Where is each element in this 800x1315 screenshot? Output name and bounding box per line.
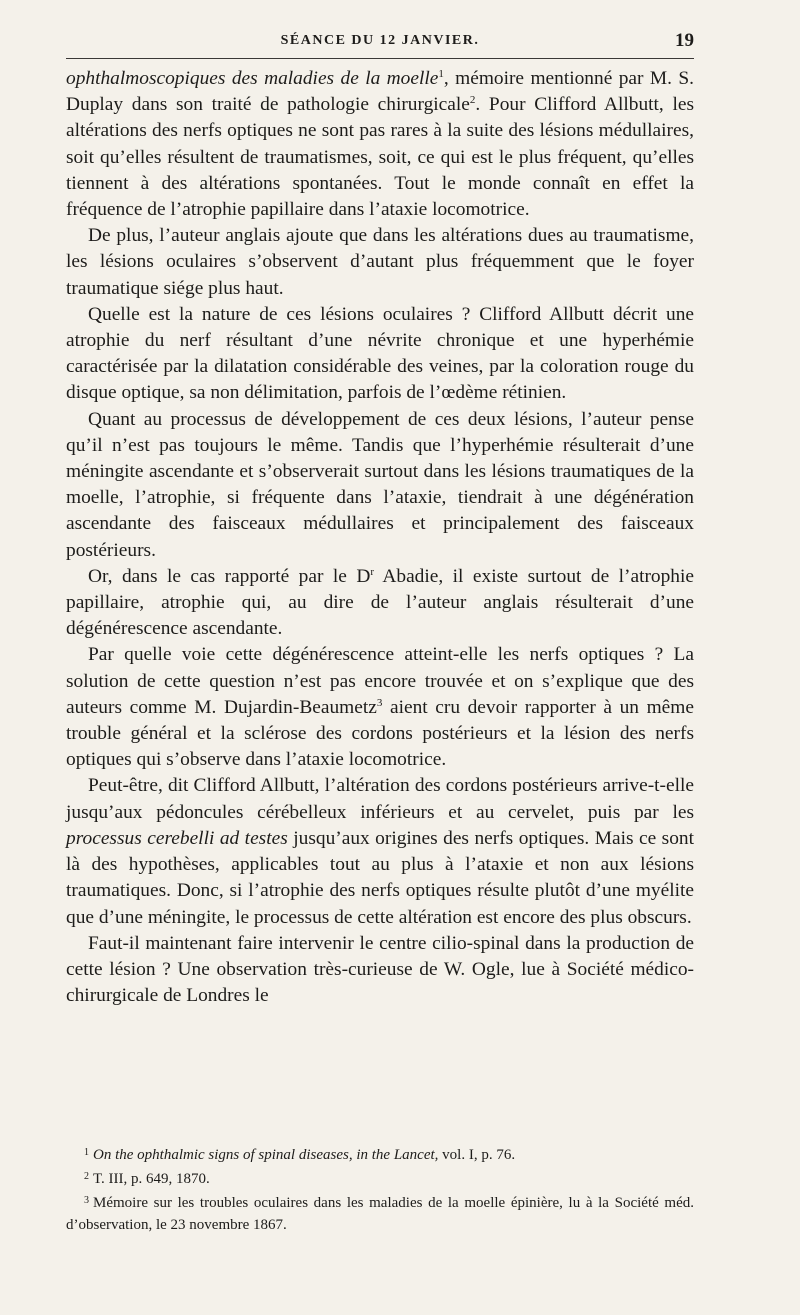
running-title: SÉANCE DU 12 JANVIER. [280,33,480,48]
italic-title: ophthalmoscopiques des maladies de la moelle [66,68,439,89]
footnote-mark: 2 [84,1171,89,1182]
paragraph-7 [66,773,694,930]
paragraph-7-text-b: jusqu’aux origines des nerfs optiques. Mais ce sont là des hypothèses, applicables tout au plus à l’ataxie et non aux lésions traumatiques. Donc, si l’atrophie des nerfs optiques résulte plutôt d’une myélite que d’une méningite, le processus de cette altération est encore des plus obscurs. [66,827,694,928]
paragraph-8: Faut-il maintenant faire intervenir le centre cilio-spinal dans la production de cette lésion ? Une observation très-curieuse de W. Ogle, lue à Société médico-chirurgicale de Londres le [66,932,694,1007]
footnote-2 [66,1166,694,1190]
footnote-3 [66,1190,694,1236]
paragraph-3: Quelle est la nature de ces lésions oculaires ? Clifford Allbutt décrit une atrophie du nerf résultant d’une névrite chronique et une hyperhémie caractérisée par la dilatation considérable des veines, par la coloration rouge du disque optique, sa non délimitation, parfois de l’œdème rétinien. [66,303,694,404]
latin-phrase: processus cerebelli ad testes [66,827,288,849]
body-text [66,66,694,1009]
paragraph-6-text-a: Par quelle voie cette dégénérescence atteint-elle les nerfs optiques ? La solution de cette question n’est pas encore trouvée et on s’explique que des auteurs comme M. Dujardin-Beaumetz [66,644,694,718]
paragraph-7-text-a: Peut-être, dit Clifford Allbutt, l’altération des cordons postérieurs arrive-t-elle jusqu’aux pédoncules cérébelleux inférieurs et au cervelet, puis par les [66,775,694,823]
paragraph-6-text-b: aient cru devoir rapporter à un même trouble général et la sclérose des cordons postérieurs et la lésion des nerfs optiques qui s’observe dans l’ataxie locomotrice. [66,696,694,771]
running-header [66,28,694,58]
footnote-text: T. III, p. 649, 1870. [93,1171,210,1187]
paragraph-5-text-a: Or, dans le cas rapporté par le D [88,565,371,587]
footnote-mark: 3 [84,1195,89,1206]
footnote-ref-1: 1 [438,68,444,80]
footnote-mark: 1 [84,1147,89,1158]
footnotes [66,1142,694,1236]
paragraph-1 [66,66,694,223]
header-rule [66,58,694,59]
paragraph-5-text-b: Abadie, il existe surtout de l’atrophie papillaire, atrophie qui, au dire de l’auteur anglais résulterait d’une dégénérescence ascendante. [66,565,695,640]
footnote-title: On the ophthalmic signs of spinal diseases, in the Lancet, [93,1147,439,1163]
paragraph-1-text-b: . Pour Clifford Allbutt, les altérations des nerfs optiques ne sont pas rares à la suite des lésions médullaires, soit qu’elles résultent de traumatismes, soit, ce qui est le plus fréquent, qu’elles tiennent à des altérations spontanées. Tout le monde connaît en effet la fréquence de l’atrophie papillaire dans l’ataxie locomotrice. [66,94,694,221]
paragraph-4: Quant au processus de développement de ces deux lésions, l’auteur pense qu’il n’est pas toujours le même. Tandis que l’hyperhémie résulterait d’une méningite ascendante et s’observerait surtout dans les lésions traumatiques de la moelle, l’atrophie, si fréquente dans l’ataxie, tiendrait à une dégénération ascendante des faisceaux médullaires et principalement des faisceaux postérieurs. [66,408,694,561]
page-number: 19 [675,30,694,51]
footnote-text: vol. I, p. 76. [438,1147,516,1163]
footnote-1 [66,1142,694,1166]
paragraph-5 [66,564,694,643]
footnote-ref-2: 2 [469,94,476,107]
paragraph-1-text-a: , mémoire mentionné par M. S. Duplay dans son traité de pathologie chirurgicale [66,68,694,116]
footnote-ref-3: 3 [376,696,383,709]
paragraph-2: De plus, l’auteur anglais ajoute que dans les altérations dues au traumatisme, les lésions oculaires s’observent d’autant plus fréquemment que le foyer traumatique siége plus haut. [66,225,694,299]
footnote-text: Mémoire sur les troubles oculaires dans les maladies de la moelle épinière, lu à la Société méd. d’observation, le 23 novembre 1867. [66,1195,694,1233]
superscript-r: r [370,565,374,578]
paragraph-6 [66,642,694,773]
